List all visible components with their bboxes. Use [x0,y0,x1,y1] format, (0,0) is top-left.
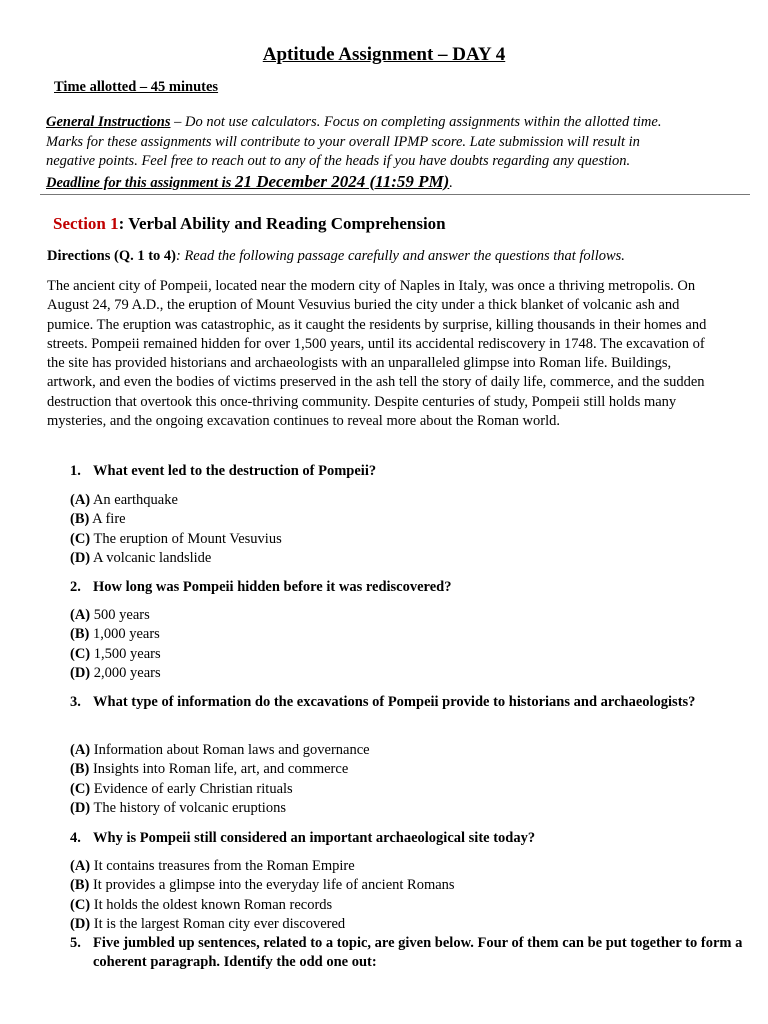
question-4 [70,829,753,848]
question-2 [70,578,753,597]
question-3 [70,693,753,712]
option-b [70,876,455,895]
question-2-options [70,606,161,683]
option-c [70,780,370,799]
section-title: : Verbal Ability and Reading Comprehension [118,214,446,233]
question-number: 4. [70,830,81,846]
question-text: Five jumbled up sentences, related to a topic, are given below. Four of them can be put together to form a coherent paragraph. Identify the odd one out: [93,935,743,971]
option-text: A fire [89,511,126,528]
general-instructions [46,113,686,193]
option-letter: (C) [70,645,91,662]
directions-label: Directions (Q. 1 to 4) [47,248,176,264]
question-number: 5. [70,935,81,951]
option-letter: (A) [70,742,91,758]
deadline-date: 21 December 2024 (11:59 PM) [234,171,450,191]
option-text: It provides a glimpse into the everyday life of ancient Romans [89,877,455,894]
option-letter: (C) [70,530,91,547]
general-instructions-label: General Instructions [46,114,171,130]
option-letter: (D) [70,549,91,566]
option-d [70,549,282,568]
option-text: The history of volcanic eruptions [90,799,286,816]
section-number: Section 1 [53,214,119,233]
question-3-options [70,741,370,818]
option-letter: (A) [70,858,91,874]
option-c [70,896,455,915]
question-number: 3. [70,694,81,710]
option-letter: (C) [70,896,91,913]
option-a [70,857,455,876]
option-letter: (D) [70,799,91,816]
question-number: 2. [70,579,81,595]
option-letter: (B) [70,761,90,778]
question-5 [70,934,753,973]
time-allotted: Time allotted – 45 minutes [54,79,219,95]
option-text: Information about Roman laws and governance [90,742,370,758]
question-1-options [70,491,282,568]
question-text: Why is Pompeii still considered an important archaeological site today? [93,830,536,846]
divider-rule [40,194,750,195]
question-4-options [70,857,455,934]
general-instructions-text: – Do not use calculators. Focus on completing assignments within the allotted time. Marks for these assignments will contribute to your overall IPMP score. Late submission will result in negative points. Feel free to reach out to any of the heads if you have doubts regarding any question. [46,114,662,169]
option-c [70,645,161,664]
option-text: 1,000 years [89,626,160,643]
option-letter: (D) [70,664,91,681]
option-text: A volcanic landslide [90,549,212,566]
option-letter: (D) [70,915,91,932]
option-text: 500 years [90,607,150,623]
question-text: How long was Pompeii hidden before it was rediscovered? [93,579,452,595]
option-b [70,625,161,644]
option-text: It contains treasures from the Roman Empire [90,858,355,874]
option-text: 2,000 years [90,664,161,681]
option-text: Insights into Roman life, art, and commerce [89,761,349,778]
question-text: What type of information do the excavations of Pompeii provide to historians and archaeologists? [93,694,696,710]
option-c [70,530,282,549]
option-b [70,760,370,779]
option-d [70,664,161,683]
option-a [70,741,370,760]
directions-text: : Read the following passage carefully and answer the questions that follows. [176,248,625,264]
option-letter: (B) [70,626,90,643]
option-letter: (A) [70,492,91,508]
option-text: Evidence of early Christian rituals [90,780,293,797]
option-text: 1,500 years [90,645,161,662]
option-letter: (B) [70,877,90,894]
option-text: The eruption of Mount Vesuvius [90,530,282,547]
question-number: 1. [70,463,81,479]
option-letter: (B) [70,511,90,528]
directions [47,248,625,265]
option-a [70,491,282,510]
option-d [70,799,370,818]
deadline-end: . [449,174,453,191]
option-text: It holds the oldest known Roman records [90,896,333,913]
reading-passage: The ancient city of Pompeii, located near the modern city of Naples in Italy, was once a thriving metropolis. On August 24, 79 A.D., the eruption of Mount Vesuvius buried the city under a thick blanket of volcanic ash and pumice. The eruption was catastrophic, as it caught the residents by surprise, killing thousands in their homes and streets. Pompeii remained hidden for over 1,500 years, until its accidental rediscovery in 1748. The excavation of the site has provided historians and archaeologists with an unparalleled glimpse into Roman life. Buildings, artwork, and even the bodies of victims preserved in the ash tell the story of daily life, commerce, and the sudden destruction that overtook this once-thriving community. Despite centuries of study, Pompeii still holds many mysteries, and the ongoing excavation continues to reveal more about the Roman world. [47,278,707,430]
section-heading [53,214,446,234]
option-a [70,606,161,625]
page-title: Aptitude Assignment – DAY 4 [262,44,506,65]
option-text: An earthquake [90,492,178,508]
option-text: It is the largest Roman city ever discovered [90,915,346,932]
option-d [70,915,455,934]
option-b [70,510,282,529]
question-1 [70,462,753,481]
option-letter: (C) [70,780,91,797]
option-letter: (A) [70,607,91,623]
deadline-label: Deadline for this assignment is [46,174,235,191]
question-text: What event led to the destruction of Pompeii? [93,463,377,479]
